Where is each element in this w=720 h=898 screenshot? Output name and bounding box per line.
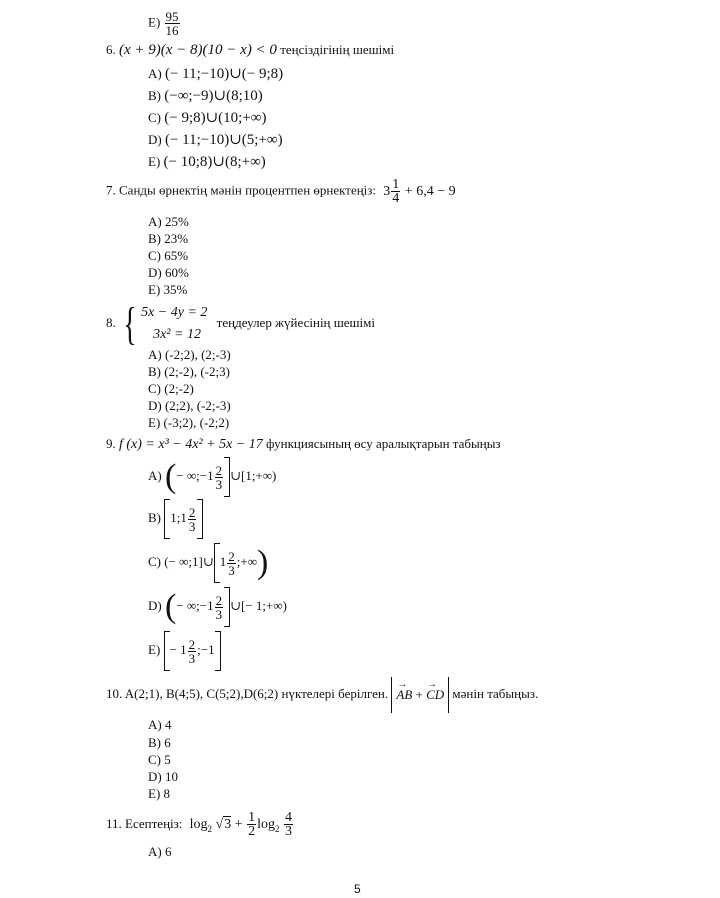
- brace: {: [123, 298, 137, 350]
- option-value: (− 11;−10)∪(− 9;8): [164, 66, 284, 82]
- option-value: (2;2), (-2;-3): [164, 398, 231, 413]
- option-value: 8: [163, 786, 171, 801]
- option-label: C): [148, 752, 161, 767]
- numerator: 2: [215, 592, 223, 608]
- option-label: E): [148, 642, 161, 657]
- numerator: 4: [285, 810, 293, 826]
- option-label: A): [148, 66, 162, 81]
- q7-option-c: [148, 248, 188, 264]
- page-number: 5: [354, 882, 361, 896]
- fraction: [215, 594, 224, 621]
- plus-sign: +: [234, 817, 243, 832]
- q10-option-d: [148, 769, 178, 785]
- log-2: log: [257, 817, 276, 832]
- question-number: 8.: [106, 315, 116, 330]
- option-label: B): [148, 231, 161, 246]
- question-8: [106, 298, 376, 350]
- option-label: B): [148, 510, 161, 525]
- option-value: 4: [164, 717, 172, 732]
- q7-option-a: [148, 214, 189, 230]
- option-label: C): [148, 248, 161, 263]
- sqrt-argument: 3: [224, 817, 232, 832]
- option-value: 6: [164, 844, 172, 859]
- q6-option-b: [148, 88, 263, 104]
- option-label: E): [148, 154, 161, 169]
- option-label: D): [148, 598, 162, 613]
- q6-option-e: [148, 154, 266, 170]
- fraction: [215, 464, 224, 491]
- option-value: 23%: [164, 231, 189, 246]
- log-1: log: [189, 817, 208, 832]
- option-value: (2;-2): [164, 381, 194, 396]
- numerator: 1: [392, 177, 400, 192]
- question-11: [106, 806, 294, 847]
- plus-sign: +: [415, 687, 423, 703]
- option-label: A): [148, 844, 162, 859]
- option-label: D): [148, 132, 162, 147]
- fraction: [188, 638, 197, 665]
- vector-magnitude: [391, 677, 449, 713]
- option-value: (−∞;−9)∪(8;10): [164, 88, 263, 104]
- option-part-2: ;+∞: [236, 554, 257, 569]
- vector-cd: → CD: [426, 677, 444, 713]
- option-label: E): [148, 282, 161, 297]
- option-value: 6: [164, 735, 171, 750]
- question-text: Санды өрнектің мәнін процентпен өрнектеңіз:: [119, 182, 377, 198]
- question-10: [106, 676, 538, 713]
- option-label: D): [148, 769, 162, 784]
- q8-option-c: [148, 381, 194, 397]
- fraction: [165, 10, 180, 37]
- option-part-1: − ∞;−1: [176, 598, 214, 613]
- question-number: 9.: [106, 436, 116, 451]
- option-part-1: 1;1: [170, 510, 187, 525]
- option-label: C): [148, 554, 161, 569]
- q9-option-b: [148, 498, 203, 539]
- option-label: B): [148, 88, 161, 103]
- q6-option-d: [148, 132, 283, 148]
- option-value: 35%: [163, 282, 188, 297]
- denominator: 3: [188, 518, 196, 534]
- numerator: 2: [188, 636, 196, 652]
- q6-option-a: [148, 66, 283, 82]
- q5-option-e: [148, 10, 181, 37]
- equation-2: 3x² = 12: [153, 327, 201, 343]
- q10-option-b: [148, 735, 171, 751]
- q8-option-e: [148, 415, 229, 431]
- option-label: C): [148, 381, 161, 396]
- option-value: 5: [164, 752, 171, 767]
- q7-option-b: [148, 231, 188, 247]
- mixed-whole: 3: [383, 183, 391, 199]
- option-label: A): [148, 347, 162, 362]
- q9-option-d: D) (− ∞;−1 $\frac{2}{3}$ ∪[− 1;+∞): [148, 588, 287, 626]
- denominator: 3: [228, 562, 235, 578]
- option-value: (-3;2), (-2;2): [163, 415, 230, 430]
- denominator: 3: [215, 476, 223, 492]
- option-value: (− 9;8)∪(10;+∞): [164, 110, 267, 126]
- expression-rest: + 6,4 − 9: [404, 183, 456, 199]
- option-part-2: ∪[1;+∞): [230, 468, 277, 483]
- option-label: B): [148, 364, 161, 379]
- log-base-1: 2: [207, 823, 213, 834]
- equation-1: 5x − 4y = 2: [141, 305, 208, 321]
- option-label: E): [148, 14, 161, 30]
- option-value: (− 10;8)∪(8;+∞): [163, 154, 266, 170]
- option-value: (− 11;−10)∪(5;+∞): [164, 132, 283, 148]
- question-text: A(2;1), B(4;5), C(5;2),D(6;2) нүктелері берілген.: [124, 686, 389, 701]
- option-label: E): [148, 786, 161, 801]
- q11-option-a: [148, 844, 171, 860]
- option-value: 60%: [164, 265, 189, 280]
- numerator: 95: [165, 9, 179, 24]
- q7-option-d: [148, 265, 189, 281]
- option-value: 10: [164, 769, 178, 784]
- question-6: [106, 42, 394, 58]
- inequality: (x + 9)(x − 8)(10 − x) < 0: [119, 42, 277, 58]
- option-part-1: − ∞;−1: [176, 468, 214, 483]
- q8-option-a: [148, 347, 231, 363]
- option-part-1: (− ∞;1]∪: [164, 554, 214, 569]
- q7-option-e: [148, 282, 187, 298]
- option-value: 65%: [164, 248, 189, 263]
- q9-option-a: A) (− ∞;−1 $\frac{2}{3}$ ∪[1;+∞): [148, 458, 277, 496]
- option-label: A): [148, 468, 162, 483]
- log-expression: $\log_2 √3$ + $\frac{1}{2}$ $\log_2$ $\frac{4}{3}$: [189, 810, 293, 840]
- option-part-2: ;−1: [197, 642, 215, 657]
- option-label: A): [148, 717, 162, 732]
- denominator: 3: [215, 606, 223, 622]
- q10-option-c: [148, 752, 171, 768]
- option-label: A): [148, 214, 162, 229]
- numerator: 2: [188, 504, 196, 520]
- option-label: B): [148, 735, 161, 750]
- numerator: 1: [248, 810, 256, 826]
- numerator: 2: [215, 462, 223, 478]
- question-text: Есептеңіз:: [125, 816, 183, 831]
- option-value: (-2;2), (2;-3): [164, 347, 231, 362]
- numerator: 2: [228, 548, 235, 564]
- q8-option-b: [148, 364, 230, 380]
- vector-ab: → AB: [396, 677, 412, 713]
- question-number: 6.: [106, 42, 116, 57]
- option-value: 25%: [164, 214, 189, 229]
- q10-option-e: [148, 786, 170, 802]
- question-number: 11.: [106, 816, 122, 831]
- option-label: C): [148, 110, 161, 125]
- equation-system: [119, 298, 208, 350]
- fraction: [227, 550, 236, 577]
- q9-option-e: [148, 630, 221, 671]
- option-value: (2;-2), (-2;3): [164, 364, 230, 379]
- question-number: 7.: [106, 182, 116, 198]
- fraction-1: [247, 811, 256, 838]
- question-text-2: мәнін табыңыз.: [452, 686, 539, 701]
- q8-option-d: [148, 398, 231, 414]
- fraction: [391, 178, 400, 205]
- option-label: D): [148, 265, 162, 280]
- question-text: теңсіздігінің шешімі: [280, 42, 395, 57]
- q6-option-c: [148, 110, 267, 126]
- question-7: [106, 178, 456, 205]
- question-text: теңдеулер жүйесінің шешімі: [216, 315, 376, 330]
- log-base-2: 2: [275, 823, 280, 834]
- denominator: 2: [248, 824, 256, 840]
- question-9: [106, 436, 501, 453]
- denominator: 4: [392, 191, 400, 206]
- option-part-2: ∪[− 1;+∞): [230, 598, 287, 613]
- denominator: 3: [285, 824, 293, 840]
- option-part-1: − 1: [169, 642, 187, 657]
- denominator: 3: [188, 650, 196, 666]
- q9-option-c: C) (− ∞;1]∪ 1 $\frac{2}{3}$ ;+∞): [148, 544, 269, 582]
- question-number: 10.: [106, 686, 123, 701]
- denominator: 16: [165, 23, 179, 38]
- option-label: D): [148, 398, 162, 413]
- option-label: E): [148, 415, 161, 430]
- fraction-2: [284, 811, 293, 838]
- q10-option-a: [148, 717, 171, 733]
- function-expression: f (x) = x³ − 4x² + 5x − 17: [119, 437, 263, 452]
- question-text: функциясының өсу аралықтарын табыңыз: [266, 436, 501, 451]
- fraction: [188, 506, 197, 533]
